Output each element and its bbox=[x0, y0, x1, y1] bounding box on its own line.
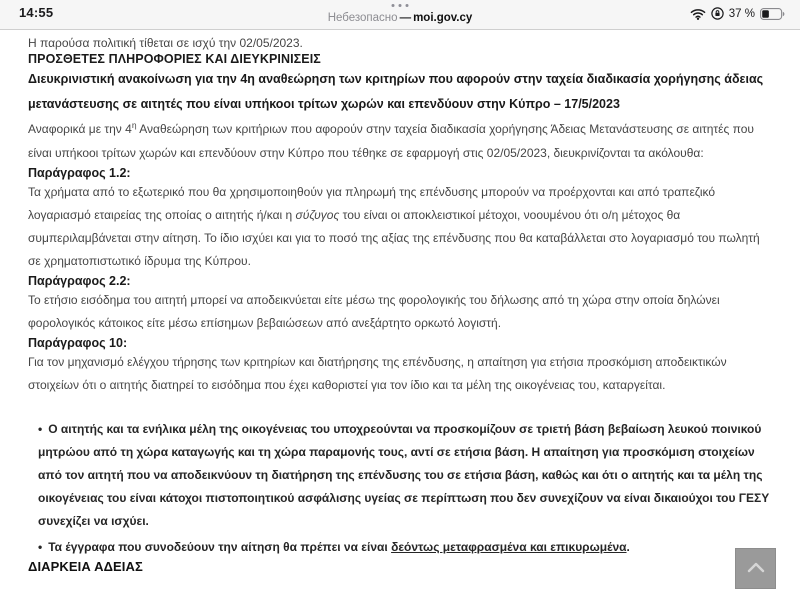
paragraph-2-2-heading: Παράγραφος 2.2: bbox=[28, 274, 131, 288]
not-secure-label: Небезопасно bbox=[327, 12, 398, 24]
bullet-item-text: Ο αιτητής και τα ενήλικα μέλη της οικογένειας του υποχρεούνται να προσκομίζουν σε τριετή βάση βεβαίωση λευκού ποινικού μητρώου από τη χώρα καταγωγής και τη χώρα παραμονής τους, αντί σε ετήσια βάση. Η απαίτηση για προσκόμιση στοιχείων από τον αιτητή που να αποδεικνύουν τη διατήρηση της επένδυσης του σε ετήσια βάση, καθώς και ότι ο αιτητής και τα μέλη της οικογένειας του είναι κάτοχοι πιστοποιητικού ασφάλισης υγείας σε περίπτωση που δεν συνεχίζουν να είναι δικαιούχοι του ΓΕΣΥ συνεχίζει να ισχύει. bbox=[38, 422, 770, 528]
bullet-item-underlined-phrase: δεόντως μεταφρασμένα και επικυρωμένα bbox=[391, 540, 627, 554]
paragraph-1-2-text-start: Τα χρήματα από το εξωτερικό που θα χρησιμοποιηθούν για πληρωμή της επένδυσης μπορούν να προέρχονται και από τραπεζικό λογαριασμό εταιρείας της οποίας ο αιτητής ή/και η bbox=[28, 185, 716, 222]
document-page bbox=[0, 31, 800, 600]
scroll-to-top-button[interactable] bbox=[735, 548, 776, 589]
status-icons bbox=[690, 7, 785, 20]
bullet-item-text-start: Τα έγγραφα που συνοδεύουν την αίτηση θα πρέπει να είναι bbox=[48, 540, 392, 554]
paragraph-1-2-italic-word: σύζυγος bbox=[295, 208, 340, 222]
address-separator: — bbox=[399, 12, 412, 24]
policy-effective-line: Η παρούσα πολιτική τίθεται σε ισχύ την 02/05/2023. bbox=[28, 36, 303, 50]
battery-fill-rect bbox=[762, 10, 769, 18]
paragraph-10-heading: Παράγραφος 10: bbox=[28, 336, 128, 350]
bullet-item-text-end: . bbox=[626, 540, 630, 554]
battery-icon bbox=[760, 8, 785, 20]
wifi-icon bbox=[690, 8, 706, 20]
status-bar bbox=[0, 0, 800, 30]
paragraph-10-body: Για τον μηχανισμό ελέγχου τήρησης των κριτηρίων και διατήρησης της επένδυσης, η απαίτηση για ετήσια προσκόμιση αποδεικτικών στοιχείων ότι ο αιτητής διατηρεί το εισόδημα που έχει καθοριστεί για τον ίδιο και τα μέλη της οικογένειας του, καταργείται. bbox=[28, 355, 727, 392]
intro-superscript: η bbox=[131, 120, 137, 130]
paragraph-1-2-body bbox=[28, 181, 774, 273]
bullet-list bbox=[38, 418, 774, 559]
bullet-marker: • bbox=[38, 540, 43, 554]
announcement-title: Διευκρινιστική ανακοίνωση για την 4η αναθεώρηση των κριτηρίων που αφορούν στην ταχεία διαδικασία χορήγησης άδειας μετανάστευσης σε αιτητές που είναι υπήκοοι τρίτων χωρών και επενδύουν στην Κύπρο – 17/5/2023 bbox=[28, 72, 764, 111]
battery-percent-label: 37 % bbox=[728, 7, 755, 20]
domain-label: moi.gov.cy bbox=[413, 12, 473, 24]
paragraph-1-2-heading: Παράγραφος 1.2: bbox=[28, 166, 131, 180]
paragraph-1-2-text-rest: του είναι οι αποκλειστικοί μέτοχοι, νοουμένου ότι ο/η μέτοχος θα συμπεριλαμβάνεται στην αίτηση. Το ίδιο ισχύει και για το ποσό της αξίας της επένδυσης που θα καταβάλλεται στο λογαριασμό του πωλητή σε χρηματοπιστωτικό ίδρυμα της Κύπρου. bbox=[28, 208, 760, 268]
bullet-item-criminal-record bbox=[38, 418, 774, 533]
bullet-item-documents bbox=[38, 536, 774, 559]
clock: 14:55 bbox=[19, 5, 54, 20]
intro-paragraph bbox=[28, 117, 774, 165]
intro-text-rest: Αναθεώρηση των κριτήριων που αφορούν στην ταχεία διαδικασία χορήγησης Άδειας Μετανάστευσης σε αιτητές που είναι υπήκοοι τρίτων χωρών και επενδύουν στην Κύπρο που τέθηκε σε εφαρμογή στις 02/05/2023, διευκρινίζονται τα ακόλουθα: bbox=[28, 122, 754, 160]
intro-text-start: Αναφορικά με την 4 bbox=[28, 122, 132, 136]
section-heading-additional-info: ΠΡΟΣΘΕΤΕΣ ΠΛΗΡΟΦΟΡΙΕΣ ΚΑΙ ΔΙΕΥΚΡΙΝΙΣΕΙΣ bbox=[28, 52, 321, 66]
chevron-up-icon bbox=[746, 561, 766, 576]
bullet-marker: • bbox=[38, 422, 43, 436]
rotation-lock-icon bbox=[711, 7, 724, 20]
address-bar[interactable] bbox=[328, 11, 473, 26]
next-section-heading-cutoff: ΔΙΑΡΚΕΙΑ ΑΔΕΙΑΣ bbox=[28, 559, 143, 574]
paragraph-2-2-body: Το ετήσιο εισόδημα του αιτητή μπορεί να αποδεικνύεται είτε μέσω της φορολογικής του δήλωσης από τη χώρα στην οποία δηλώνει φορολογικός κάτοικος είτε μέσω επίσημων βεβαιώσεων από ανεξάρτητο ορκωτό λογιστή. bbox=[28, 293, 720, 330]
multitask-dots-icon bbox=[392, 4, 409, 7]
